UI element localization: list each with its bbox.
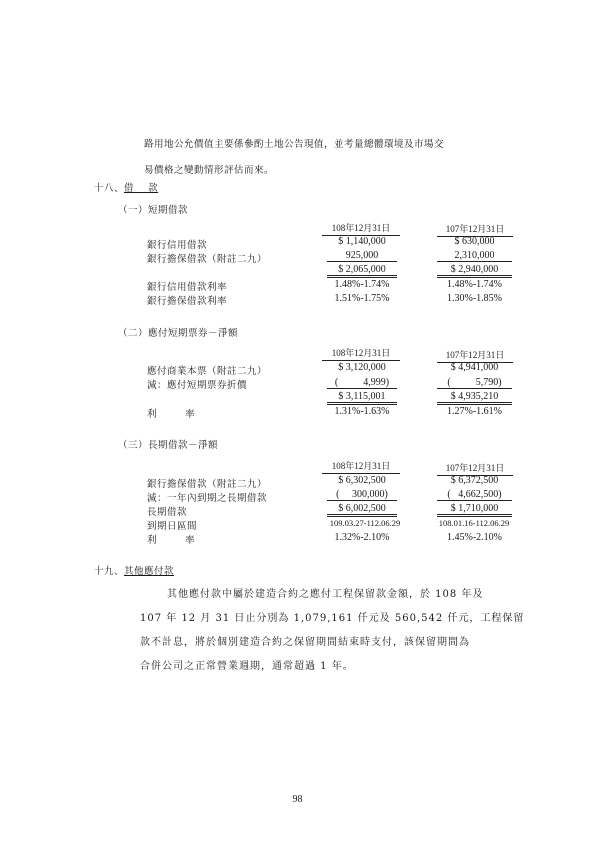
sub1-col1-header: 108年12月31日 <box>322 221 400 236</box>
section-19-heading <box>94 563 174 577</box>
sub1-total-v2: $ 2,940,000 <box>437 264 512 278</box>
section-19-number: 十九、 <box>94 566 125 577</box>
sub1-total-v1: $ 2,065,000 <box>327 264 397 278</box>
subsection-2-heading: （二）應付短期票券－淨額 <box>118 328 239 339</box>
sub2-row-1-v2: $ 4,941,000 <box>450 362 499 373</box>
sub1-row-4-v2: 1.48%-1.74% <box>447 279 502 290</box>
sub3-row-3-v1: $ 6,002,500 <box>327 503 397 517</box>
sub2-total-v2: $ 4,935,210 <box>437 391 512 405</box>
sub1-row-4-v1: 1.48%-1.74% <box>334 279 390 290</box>
sub3-row-1-v1: $ 6,302,500 <box>338 475 386 486</box>
sub1-col2-header: 107年12月31日 <box>437 222 513 237</box>
subsection-3-heading: （三）長期借款－淨額 <box>118 440 219 451</box>
section-19-title: 其他應付款 <box>124 566 175 577</box>
page-number: 98 <box>292 794 303 805</box>
sec19-para-line-4: 合併公司之正常營業週期，通常超過 1 年。 <box>140 661 354 672</box>
sub1-row-5-v2: 1.30%-1.85% <box>447 293 502 304</box>
sub3-row-2-v1: ( 300,000) <box>327 489 397 501</box>
sub1-row-2-v1: 925,000 <box>327 250 397 262</box>
sub2-total-v1: $ 3,115,001 <box>327 391 397 405</box>
sub3-row-2-v2: ( 4,662,500) <box>437 489 512 501</box>
sub3-col1-header: 108年12月31日 <box>322 459 400 474</box>
sub2-row-1-label: 應付商業本票（附註二九） <box>147 366 268 377</box>
sub1-row-2-label: 銀行擔保借款（附註二九） <box>147 254 268 265</box>
sub2-row-4-v2: 1.27%-1.61% <box>447 406 502 417</box>
intro-line-1: 路用地公允價值主要係參酌土地公告現值，並考量總體環境及市場交 <box>144 139 445 150</box>
sub1-row-5-label: 銀行擔保借款利率 <box>147 296 228 307</box>
sub2-row-2-label: 減：應付短期票券折價 <box>147 380 248 391</box>
sec19-para-line-1: 其他應付款中屬於建造合約之應付工程保留款金額，於 108 年及 <box>167 589 484 600</box>
sub1-row-1-v2: $ 630,000 <box>454 236 495 247</box>
section-18-title: 借 款 <box>124 183 159 194</box>
sub1-row-1-v1: $ 1,140,000 <box>338 236 386 247</box>
sub3-row-5-label: 利 率 <box>147 535 196 546</box>
sub1-row-1-label: 銀行信用借款 <box>147 240 208 251</box>
sub3-row-5-v2: 1.45%-2.10% <box>447 532 502 543</box>
section-18-number: 十八、 <box>94 183 125 194</box>
sub3-col2-header: 107年12月31日 <box>437 461 513 476</box>
sub1-row-5-v1: 1.51%-1.75% <box>334 293 390 304</box>
sub3-row-4-v1: 109.03.27-112.06.29 <box>329 518 401 528</box>
sub2-row-4-label: 利 率 <box>147 409 196 420</box>
sec19-para-line-3: 款不計息，將於個別建造合約之保留期間結束時支付，該保留期間為 <box>140 637 470 648</box>
sub3-row-5-v1: 1.32%-2.10% <box>334 532 390 543</box>
sec19-para-line-2: 107 年 12 月 31 日止分別為 1,079,161 仟元及 560,542 仟元，工程保留 <box>140 613 525 624</box>
sub3-row-3-v2: $ 1,710,000 <box>437 503 512 517</box>
sub3-row-1-v2: $ 6,372,500 <box>450 475 499 486</box>
sub1-row-4-label: 銀行信用借款利率 <box>147 282 228 293</box>
sub2-row-2-v1: ( 4,999) <box>327 377 397 389</box>
sub2-col1-header: 108年12月31日 <box>322 346 400 361</box>
sub2-col2-header: 107年12月31日 <box>437 348 513 363</box>
sub3-row-1-label: 銀行擔保借款（附註二九） <box>147 479 268 490</box>
sub3-row-4-label: 到期日區間 <box>147 521 198 532</box>
sub2-row-4-v1: 1.31%-1.63% <box>334 406 390 417</box>
sub2-row-2-v2: ( 5,790) <box>437 377 512 389</box>
intro-line-2: 易價格之變動情形評估而來。 <box>144 165 275 176</box>
section-18-heading <box>94 180 158 194</box>
sub3-row-4-v2: 108.01.16-112.06.29 <box>438 518 510 528</box>
sub2-row-1-v1: $ 3,120,000 <box>338 362 386 373</box>
sub1-row-2-v2: 2,310,000 <box>437 250 512 262</box>
sub3-row-3-label: 長期借款 <box>147 507 188 518</box>
subsection-1-heading: （一）短期借款 <box>118 205 189 216</box>
sub3-row-2-label: 減：一年內到期之長期借款 <box>147 493 268 504</box>
